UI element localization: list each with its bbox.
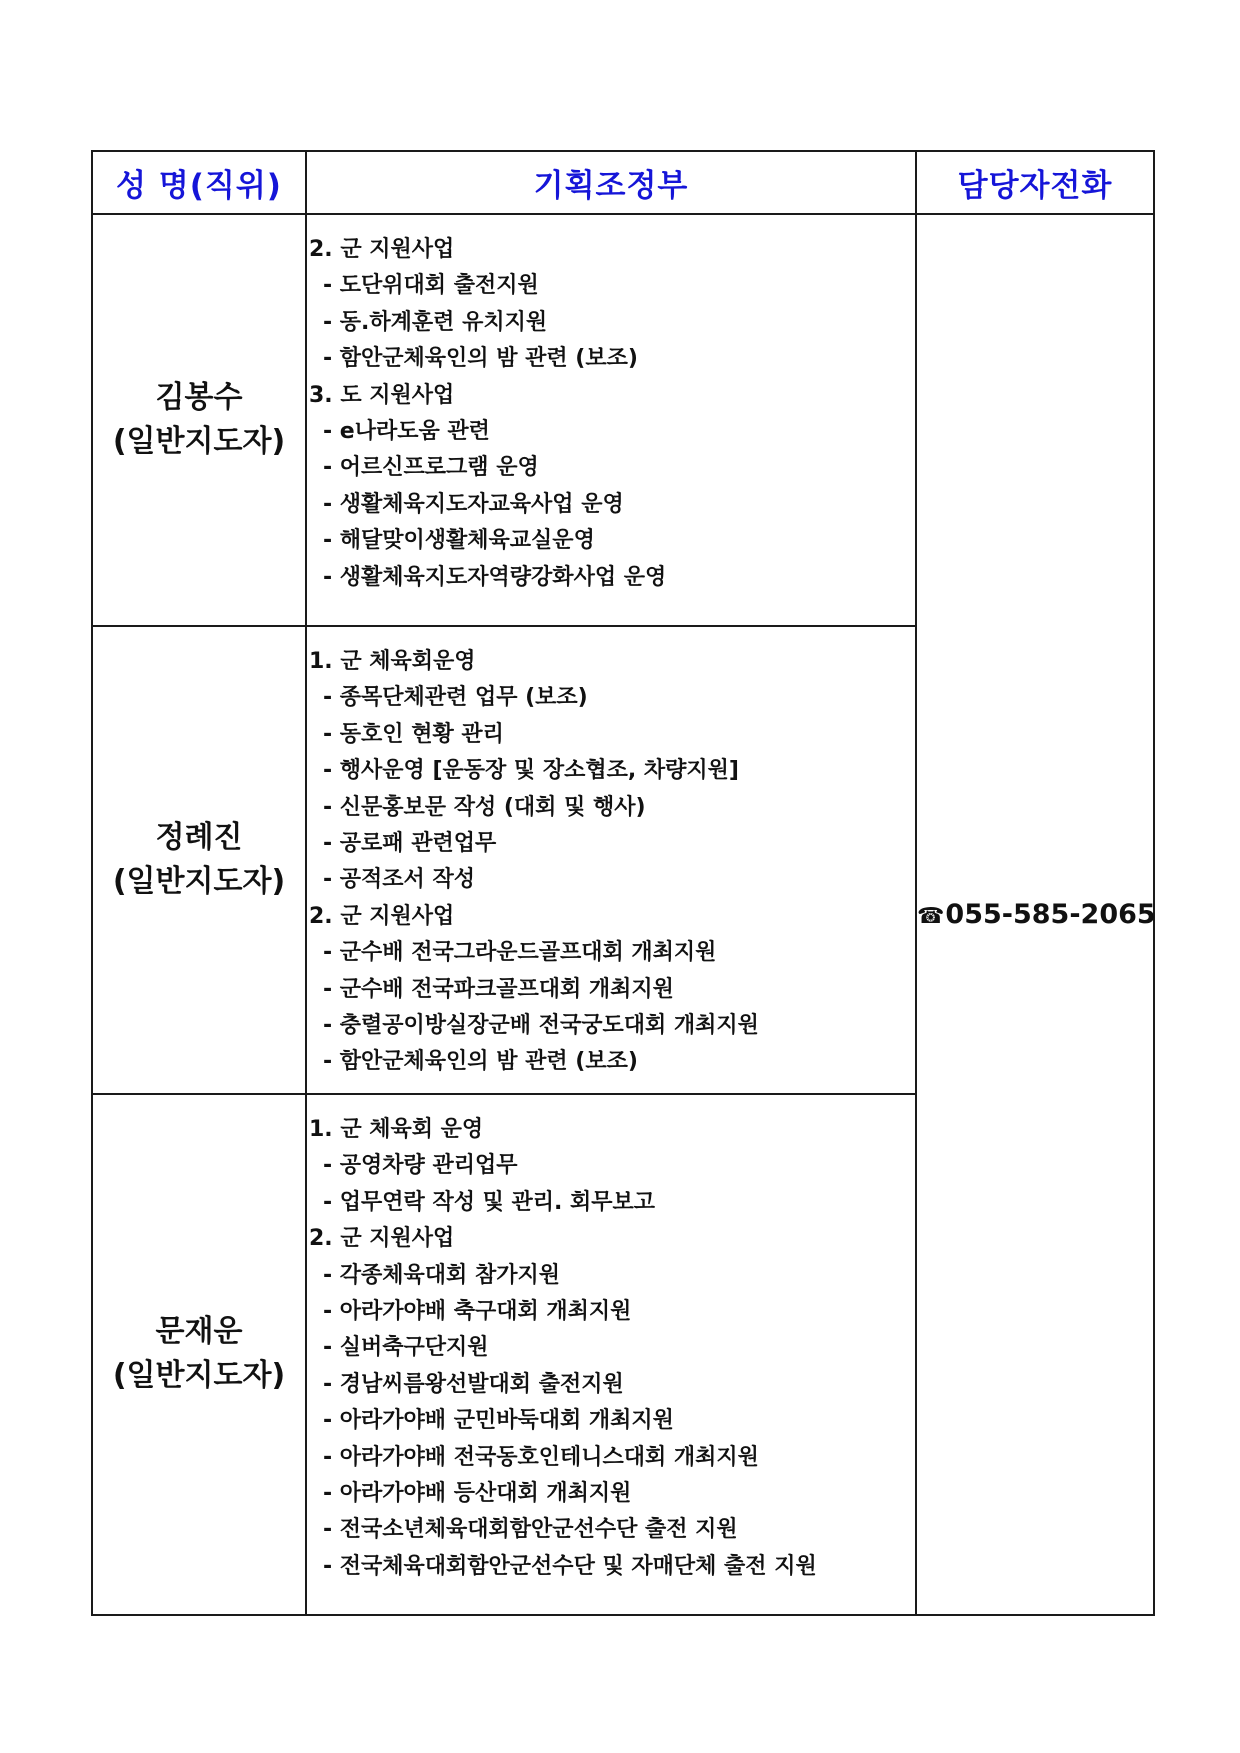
staff-name-cell — [92, 1094, 306, 1615]
duty-item: - 함안군체육인의 밤 관련 (보조) — [323, 346, 638, 372]
staff-name: 김봉수 — [155, 380, 243, 415]
duty-item: - 군수배 전국그라운드골프대회 개최지원 — [323, 940, 717, 966]
duty-item: - 도단위대회 출전지원 — [323, 273, 539, 299]
staff-duty-table — [91, 150, 1155, 1616]
duty-section-title: 3. 도 지원사업 — [309, 382, 455, 408]
header-name: 성 명(직위) — [92, 151, 306, 214]
phone-cell — [916, 214, 1154, 1615]
staff-rank: (일반지도자) — [112, 1358, 286, 1394]
duty-section-title: 2. 군 지원사업 — [309, 1226, 455, 1252]
duty-item: - 충렬공이방실장군배 전국궁도대회 개최지원 — [323, 1013, 759, 1039]
duty-section-title: 1. 군 체육회 운영 — [309, 1116, 484, 1142]
duty-item: - 공적조서 작성 — [323, 867, 475, 893]
header-duties: 기획조정부 — [306, 151, 916, 214]
duty-item: - 종목단체관련 업무 (보조) — [323, 685, 588, 711]
staff-rank: (일반지도자) — [112, 424, 286, 459]
duty-item: - 실버축구단지원 — [323, 1335, 489, 1361]
staff-rank: (일반지도자) — [112, 863, 286, 899]
duty-item: - 전국체육대회함안군선수단 및 자매단체 출전 지원 — [323, 1553, 817, 1579]
duty-item: - 아라가야배 축구대회 개최지원 — [323, 1298, 632, 1324]
duty-item: - e나라도움 관련 — [323, 419, 490, 445]
duty-item: - 업무연락 작성 및 관리. 회무보고 — [323, 1189, 656, 1215]
staff-name-cell — [92, 214, 306, 626]
duty-item: - 전국소년체육대회함안군선수단 출전 지원 — [323, 1517, 738, 1543]
table-row — [92, 214, 1154, 626]
duty-item: - 어르신프로그램 운영 — [323, 455, 539, 481]
duty-section-title: 2. 군 지원사업 — [309, 237, 455, 262]
duty-item: - 경남씨름왕선발대회 출전지원 — [323, 1371, 624, 1397]
duty-item: - 함안군체육인의 밤 관련 (보조) — [323, 1049, 638, 1075]
duty-item: - 생활체육지도자역량강화사업 운영 — [323, 564, 667, 590]
duty-list — [307, 627, 915, 1093]
duty-item: - 아라가야배 전국동호인테니스대회 개최지원 — [323, 1444, 759, 1470]
header-phone: 담당자전화 — [916, 151, 1154, 214]
duty-section-title: 2. 군 지원사업 — [309, 903, 455, 929]
duty-cell — [306, 626, 916, 1094]
duty-item: - 동.하계훈련 유치지원 — [323, 309, 548, 335]
duty-list — [307, 215, 915, 608]
staff-name: 문재운 — [155, 1314, 243, 1350]
duty-item: - 군수배 전국파크골프대회 개최지원 — [323, 976, 674, 1002]
duty-section-title: 1. 군 체육회운영 — [309, 649, 476, 674]
table-header-row — [92, 151, 1154, 214]
duty-item: - 해달맞이생활체육교실운영 — [323, 528, 595, 554]
telephone-icon: ☎ — [917, 903, 945, 929]
duty-item: - 각종체육대회 참가지원 — [323, 1262, 560, 1288]
duty-item: - 생활체육지도자교육사업 운영 — [323, 491, 624, 517]
phone-number: 055-585-2065 — [945, 898, 1156, 930]
duty-item: - 공로패 관련업무 — [323, 831, 497, 857]
duty-item: - 동호인 현황 관리 — [323, 721, 504, 747]
staff-name: 정례진 — [155, 819, 243, 855]
duty-cell — [306, 214, 916, 626]
duty-item: - 신문홍보문 작성 (대회 및 행사) — [323, 794, 646, 820]
duty-item: - 공영차량 관리업무 — [323, 1153, 518, 1179]
duty-cell — [306, 1094, 916, 1615]
duty-item: - 아라가야배 군민바둑대회 개최지원 — [323, 1408, 674, 1434]
duty-item: - 행사운영 [운동장 및 장소협조, 차량지원] — [323, 758, 739, 784]
staff-name-cell — [92, 626, 306, 1094]
duty-list — [307, 1095, 915, 1597]
duty-item: - 아라가야배 등산대회 개최지원 — [323, 1480, 632, 1506]
